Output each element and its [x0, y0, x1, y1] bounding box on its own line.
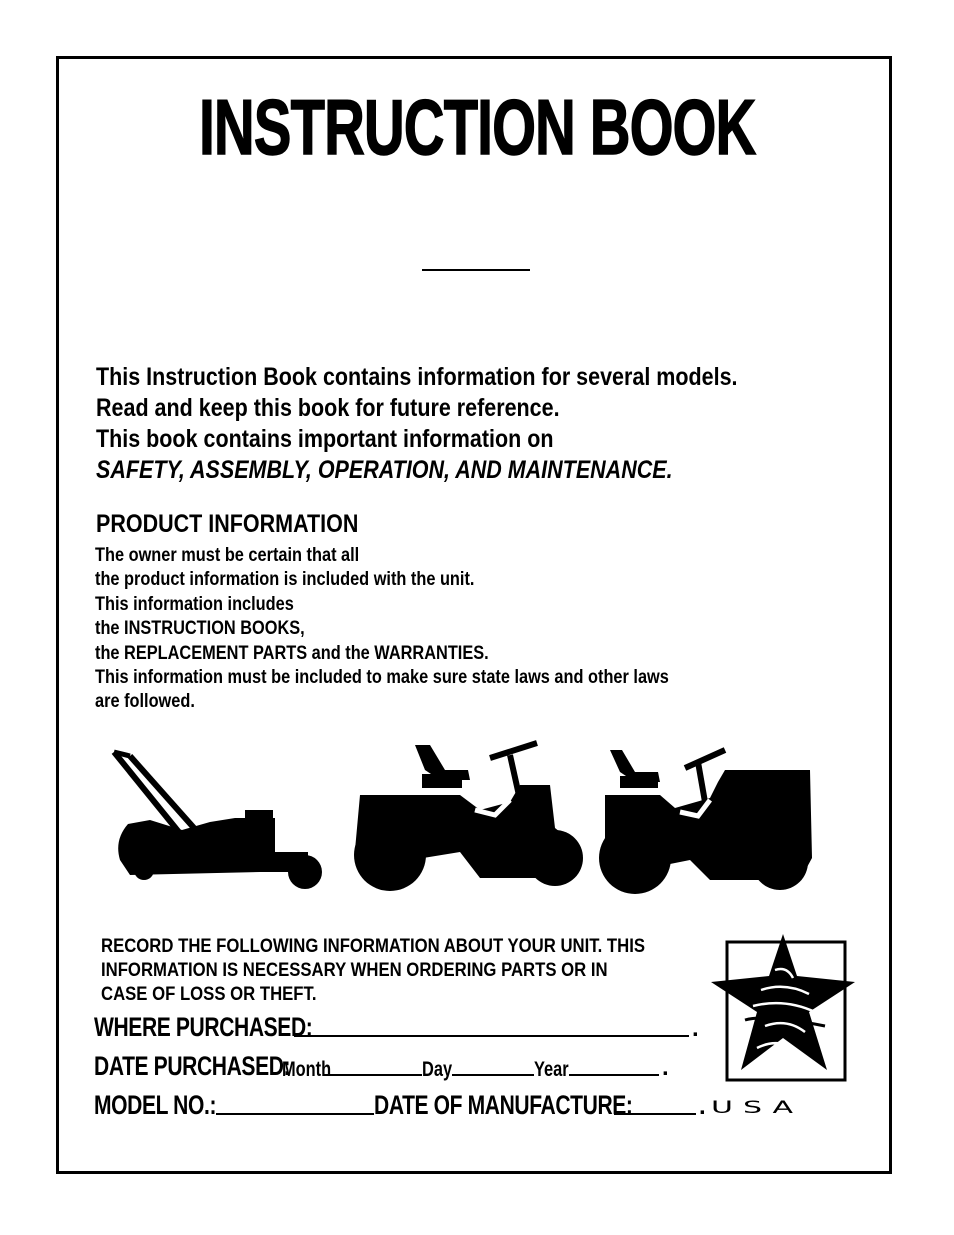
product-info-body: [95, 544, 669, 715]
product-info-line: the REPLACEMENT PARTS and the WARRANTIES.: [95, 642, 489, 664]
product-info-line: This information must be included to make sure state laws and other laws: [95, 667, 669, 689]
product-info-line: The owner must be certain that all: [95, 545, 360, 566]
where-purchased-row: [94, 1014, 699, 1041]
product-info-heading: PRODUCT INFORMATION: [96, 510, 359, 538]
garden-tractor-icon: [599, 750, 812, 894]
model-no-label: MODEL NO.:: [94, 1090, 217, 1120]
record-notice: [101, 935, 645, 1007]
product-illustrations: [100, 740, 830, 900]
lawn-mower-icon: [114, 752, 322, 889]
year-label: Year: [534, 1058, 569, 1081]
where-purchased-label: WHERE PURCHASED:: [94, 1012, 313, 1042]
field-terminator: .: [692, 1015, 699, 1042]
logo-text: USA: [711, 1098, 804, 1118]
intro-line: This Instruction Book contains information for several models.: [96, 363, 738, 391]
month-field[interactable]: [324, 1074, 422, 1076]
intro-line: Read and keep this book for future reference.: [96, 394, 560, 422]
page-title-wrap: [0, 83, 954, 171]
model-row: [94, 1092, 706, 1119]
year-field[interactable]: [569, 1074, 659, 1076]
month-label: Month: [282, 1058, 332, 1081]
intro-line: This book contains important information on: [96, 425, 554, 453]
record-line: INFORMATION IS NECESSARY WHEN ORDERING PARTS OR IN: [101, 960, 608, 981]
product-info-line: the INSTRUCTION BOOKS,: [95, 618, 305, 640]
date-purchased-row: [94, 1053, 669, 1080]
product-info-line: are followed.: [95, 691, 195, 713]
intro-topics: SAFETY, ASSEMBLY, OPERATION, AND MAINTENANCE.: [96, 456, 673, 484]
field-terminator: .: [662, 1054, 669, 1081]
record-line: RECORD THE FOLLOWING INFORMATION ABOUT YOUR UNIT. THIS: [101, 936, 646, 957]
divider: [422, 269, 530, 271]
product-info-line: the product information is included with the unit.: [95, 569, 475, 591]
where-purchased-field[interactable]: [294, 1035, 689, 1037]
model-no-field[interactable]: [216, 1113, 374, 1115]
day-field[interactable]: [452, 1074, 534, 1076]
day-label: Day: [422, 1058, 453, 1081]
product-info-line: This information includes: [95, 593, 294, 615]
field-terminator: .: [699, 1093, 706, 1120]
page-title: INSTRUCTION BOOK: [198, 83, 756, 171]
record-line: CASE OF LOSS OR THEFT.: [101, 984, 317, 1005]
date-of-manufacture-label: DATE OF MANUFACTURE:: [374, 1090, 633, 1120]
brand-logo: [705, 930, 865, 1130]
riding-tractor-icon: [354, 743, 583, 891]
intro-block: [96, 362, 738, 486]
date-purchased-label: DATE PURCHASED:: [94, 1051, 291, 1081]
